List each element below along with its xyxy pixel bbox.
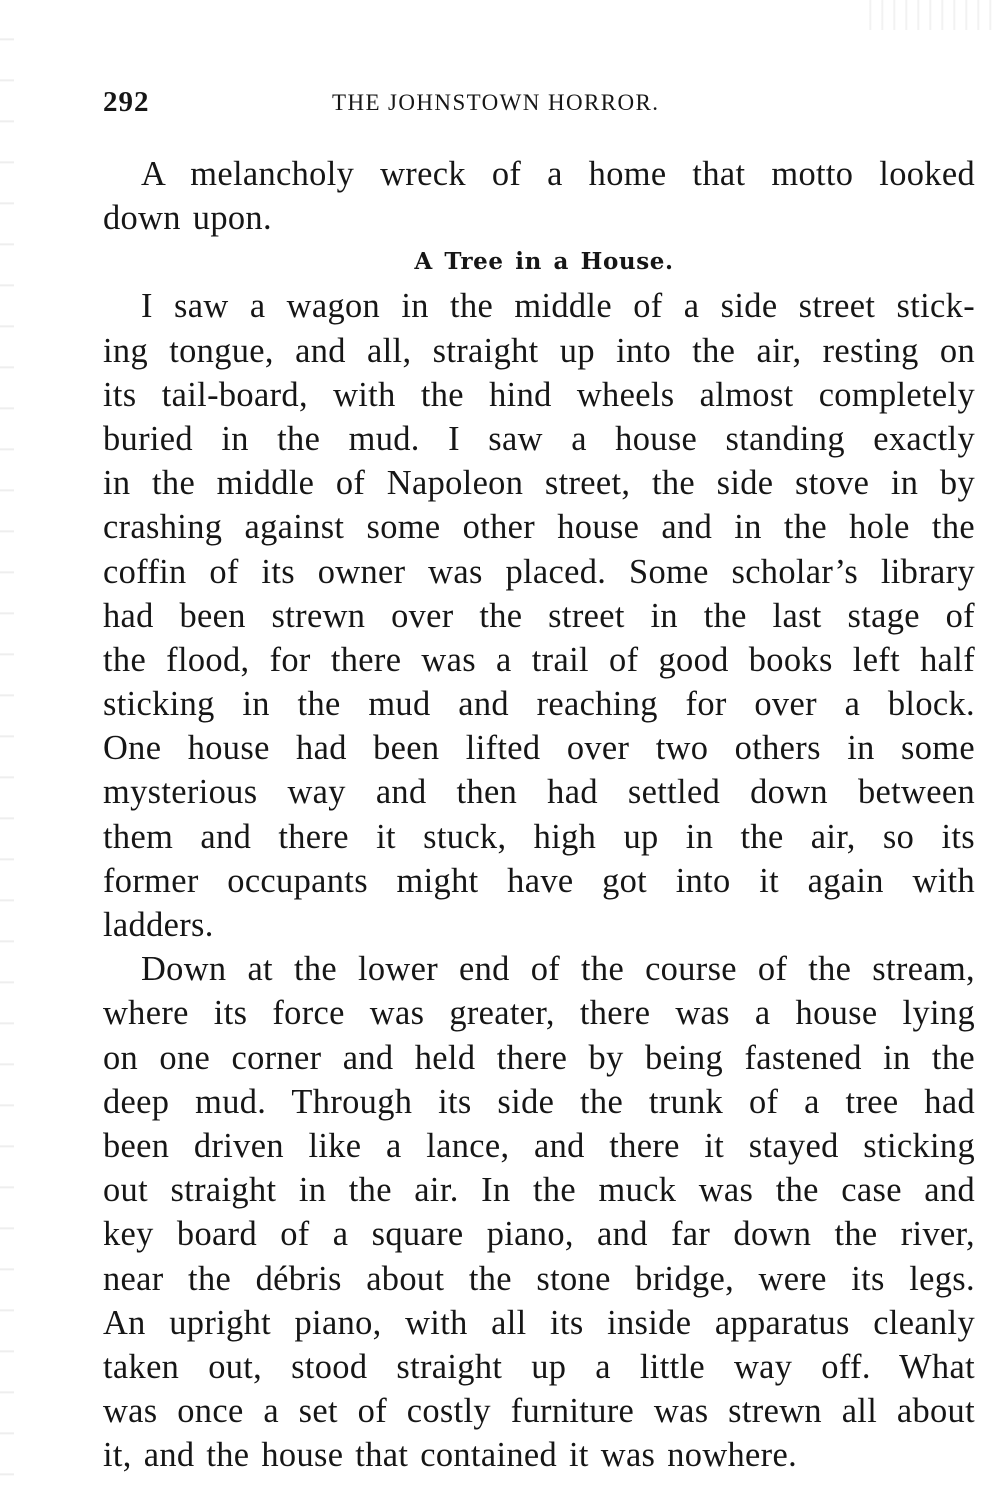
scan-edge-speckle bbox=[0, 0, 14, 1492]
text-line: out straight in the air. In the muck was the case and bbox=[103, 1171, 975, 1210]
text-line: them and there it stuck, high up in the air, so its bbox=[103, 817, 975, 856]
text-line: One house had been lifted over two others in some bbox=[103, 729, 975, 768]
text-line: coffin of its owner was placed. Some scholar’s library bbox=[103, 552, 975, 591]
text-line: key board of a square piano, and far down the river, bbox=[103, 1215, 975, 1254]
text-line: mysterious way and then had settled down between bbox=[103, 773, 975, 812]
text-line: A melancholy wreck of a home that motto looked bbox=[141, 155, 975, 193]
text-line: it, and the house that contained it was nowhere. bbox=[103, 1436, 798, 1475]
text-line: had been strewn over the street in the last stage of bbox=[103, 596, 975, 635]
text-line: in the middle of Napoleon street, the side stove in by bbox=[103, 464, 975, 503]
body-text bbox=[103, 152, 975, 1477]
scan-corner-speckle bbox=[860, 0, 1000, 30]
text-line: its tail-board, with the hind wheels almost completely bbox=[103, 375, 975, 414]
text-line: where its force was greater, there was a house lying bbox=[103, 994, 975, 1033]
text-line: deep mud. Through its side the trunk of a tree had bbox=[103, 1082, 975, 1121]
text-line: the flood, for there was a trail of good books left half bbox=[103, 640, 975, 679]
running-title: THE JOHNSTOWN HORROR. bbox=[332, 90, 660, 115]
section-heading: A Tree in a House. bbox=[414, 248, 674, 276]
text-line: I saw a wagon in the middle of a side street stick- bbox=[141, 287, 975, 326]
text-line: buried in the mud. I saw a house standing exactly bbox=[103, 419, 975, 458]
page-number: 292 bbox=[103, 86, 150, 118]
text-line: near the débris about the stone bridge, were its legs. bbox=[103, 1259, 975, 1298]
text-line: was once a set of costly furniture was strewn all about bbox=[103, 1392, 975, 1431]
text-line: ladders. bbox=[103, 906, 214, 944]
text-line: sticking in the mud and reaching for over a block. bbox=[103, 685, 975, 724]
text-line: An upright piano, with all its inside apparatus cleanly bbox=[103, 1303, 975, 1342]
text-line: crashing against some other house and in the hole the bbox=[103, 508, 975, 547]
text-line: former occupants might have got into it again with bbox=[103, 861, 975, 900]
text-line: taken out, stood straight up a little way off. What bbox=[103, 1347, 975, 1386]
text-line: down upon. bbox=[103, 199, 272, 238]
text-line: on one corner and held there by being fastened in the bbox=[103, 1038, 975, 1077]
text-line: been driven like a lance, and there it stayed sticking bbox=[103, 1126, 975, 1165]
text-line: ing tongue, and all, straight up into the air, resting on bbox=[103, 331, 975, 370]
text-line: Down at the lower end of the course of the stream, bbox=[141, 950, 975, 989]
running-head bbox=[103, 86, 983, 126]
